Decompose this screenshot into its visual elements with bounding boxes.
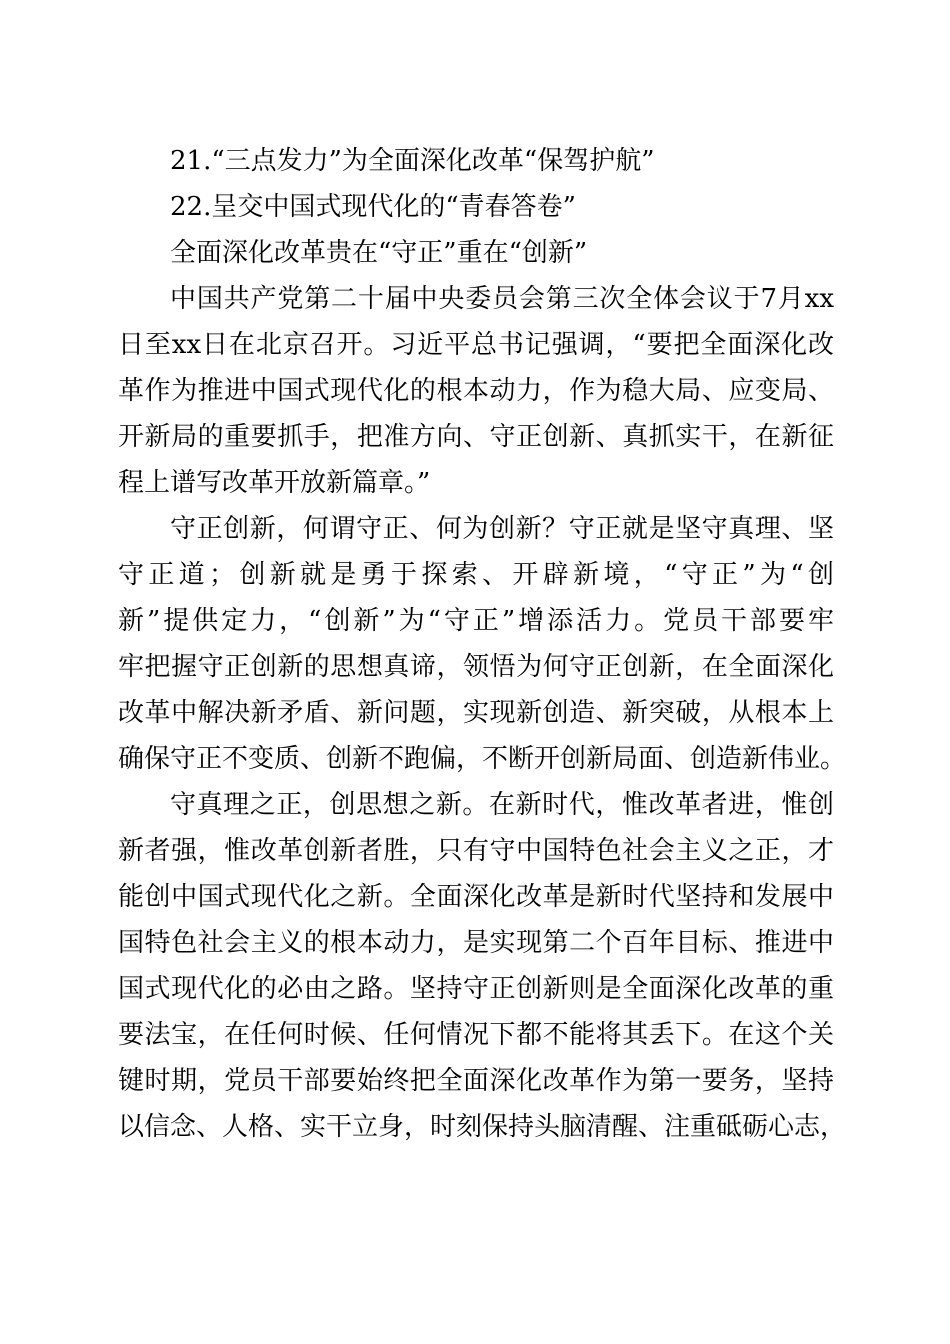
paragraph-2 bbox=[118, 506, 847, 782]
paragraph-line: 开新局的重要抓手，把准方向、守正创新、真抓实干，在新征 bbox=[118, 422, 834, 452]
paragraph-3 bbox=[118, 782, 847, 1150]
paragraph-line: 确保守正不变质、创新不跑偏，不断开创新局面、创造新伟业。 bbox=[118, 744, 847, 774]
paragraph-line: 守正创新，何谓守正、何为创新？守正就是坚守真理、坚 bbox=[170, 514, 834, 544]
article-title: 全面深化改革贵在“守正”重在“创新” bbox=[170, 238, 588, 268]
paragraph-line: 要法宝，在任何时候、任何情况下都不能将其丢下。在这个关 bbox=[118, 1020, 834, 1050]
paragraph-line: 新”提供定力，“创新”为“守正”增添活力。党员干部要牢 bbox=[118, 606, 834, 636]
paragraph-line: 日至xx日在北京召开。习近平总书记强调，“要把全面深化改 bbox=[118, 330, 834, 360]
paragraph-line: 能创中国式现代化之新。全面深化改革是新时代坚持和发展中 bbox=[118, 882, 834, 912]
paragraph-line: 牢把握守正创新的思想真谛，领悟为何守正创新，在全面深化 bbox=[118, 652, 834, 682]
list-item-21: 21.“三点发力”为全面深化改革“保驾护航” bbox=[170, 146, 655, 176]
paragraph-line: 革作为推进中国式现代化的根本动力，作为稳大局、应变局、 bbox=[118, 376, 834, 406]
list-item-22: 22.呈交中国式现代化的“青春答卷” bbox=[170, 192, 576, 222]
paragraph-line: 中国共产党第二十届中央委员会第三次全体会议于7月xx bbox=[170, 284, 834, 314]
paragraph-line: 守正道；创新就是勇于探索、开辟新境，“守正”为“创 bbox=[118, 560, 834, 590]
paragraph-line: 程上谱写改革开放新篇章。” bbox=[118, 468, 431, 498]
document-body bbox=[118, 138, 847, 1150]
paragraph-1 bbox=[118, 276, 834, 506]
paragraph-line: 国式现代化的必由之路。坚持守正创新则是全面深化改革的重 bbox=[118, 974, 834, 1004]
paragraph-line: 以信念、人格、实干立身，时刻保持头脑清醒、注重砥砺心志， bbox=[118, 1112, 847, 1142]
paragraph-line: 键时期，党员干部要始终把全面深化改革作为第一要务，坚持 bbox=[118, 1066, 834, 1096]
paragraph-line: 守真理之正，创思想之新。在新时代，惟改革者进，惟创 bbox=[170, 790, 834, 820]
paragraph-line: 新者强，惟改革创新者胜，只有守中国特色社会主义之正，才 bbox=[118, 836, 834, 866]
paragraph-line: 改革中解决新矛盾、新问题，实现新创造、新突破，从根本上 bbox=[118, 698, 834, 728]
paragraph-line: 国特色社会主义的根本动力，是实现第二个百年目标、推进中 bbox=[118, 928, 834, 958]
